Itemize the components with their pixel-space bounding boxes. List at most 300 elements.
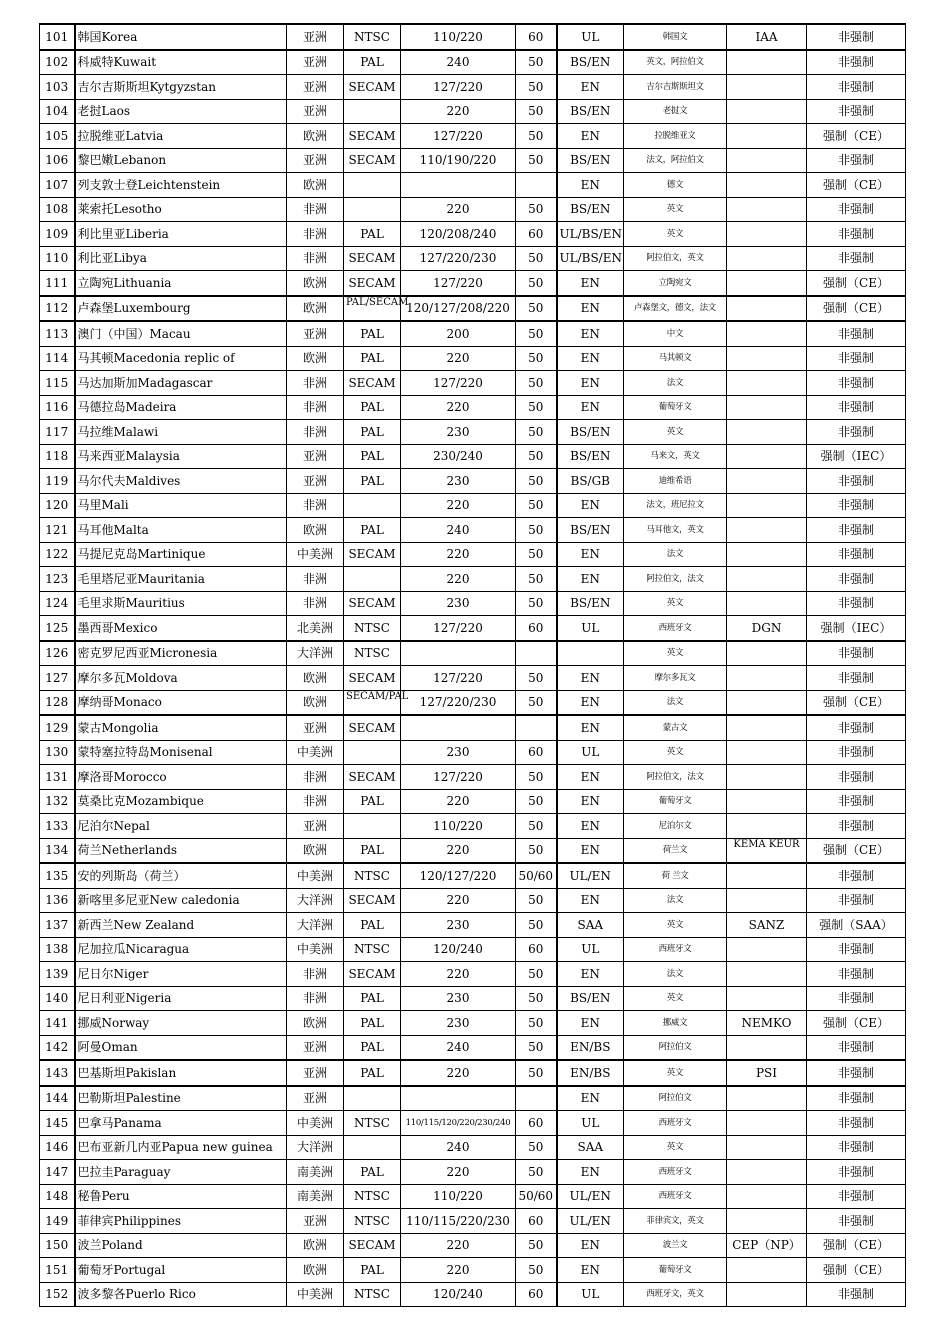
- voltage-cell: 120/240: [401, 937, 516, 962]
- table-row: [40, 222, 906, 247]
- table-row: [40, 444, 906, 469]
- voltage-cell: 127/220: [401, 616, 516, 641]
- country-name-cell: 拉脱维亚Latvia: [75, 124, 287, 149]
- tv-system-cell: PAL: [344, 50, 401, 75]
- table-row: [40, 321, 906, 346]
- table-row: [40, 888, 906, 913]
- table-row: [40, 690, 906, 715]
- row-number-cell: 120: [40, 493, 75, 518]
- row-number-cell: 135: [40, 863, 75, 888]
- language-cell: 西班牙文: [624, 1111, 727, 1136]
- frequency-cell: 50: [516, 542, 557, 567]
- country-name-cell: 马里Mali: [75, 493, 287, 518]
- country-name-cell: 阿曼Oman: [75, 1035, 287, 1060]
- voltage-cell: 120/127/220: [401, 863, 516, 888]
- certification-cell: [727, 715, 807, 740]
- mandatory-status-cell: 非强制: [807, 1184, 906, 1209]
- row-number-cell: 105: [40, 124, 75, 149]
- plug-standard-cell: UL/EN: [557, 863, 624, 888]
- voltage-cell: 127/220: [401, 765, 516, 790]
- frequency-cell: 60: [516, 1111, 557, 1136]
- plug-standard-cell: EN: [557, 567, 624, 592]
- region-cell: 亚洲: [287, 148, 344, 173]
- certification-cell: [727, 765, 807, 790]
- tv-system-cell: [344, 99, 401, 124]
- certification-cell: [727, 1209, 807, 1234]
- plug-standard-cell: EN: [557, 1160, 624, 1185]
- certification-cell: [727, 197, 807, 222]
- row-number-cell: 116: [40, 395, 75, 420]
- mandatory-status-cell: 非强制: [807, 789, 906, 814]
- region-cell: 大洋洲: [287, 1135, 344, 1160]
- language-cell: 葡萄牙文: [624, 789, 727, 814]
- voltage-cell: 220: [401, 99, 516, 124]
- country-name-cell: 毛里塔尼亚Mauritania: [75, 567, 287, 592]
- row-number-cell: 106: [40, 148, 75, 173]
- voltage-cell: 110/220: [401, 1184, 516, 1209]
- voltage-cell: 220: [401, 567, 516, 592]
- region-cell: 中美洲: [287, 1282, 344, 1307]
- row-number-cell: 130: [40, 740, 75, 765]
- row-number-cell: 125: [40, 616, 75, 641]
- certification-cell: IAA: [727, 24, 807, 50]
- row-number-cell: 109: [40, 222, 75, 247]
- voltage-cell: 110/115/120/220/230/240: [401, 1111, 516, 1136]
- mandatory-status-cell: 非强制: [807, 814, 906, 839]
- frequency-cell: 50: [516, 346, 557, 371]
- voltage-cell: 230: [401, 913, 516, 938]
- language-cell: 葡萄牙文: [624, 395, 727, 420]
- tv-system-cell: SECAM: [344, 271, 401, 296]
- table-row: [40, 962, 906, 987]
- region-cell: 大洋洲: [287, 913, 344, 938]
- row-number-cell: 129: [40, 715, 75, 740]
- tv-system-cell: SECAM: [344, 124, 401, 149]
- frequency-cell: 60: [516, 24, 557, 50]
- frequency-cell: 60: [516, 937, 557, 962]
- language-cell: 韩国文: [624, 24, 727, 50]
- table-row: [40, 740, 906, 765]
- language-cell: 法文: [624, 371, 727, 396]
- plug-standard-cell: BS/EN: [557, 420, 624, 445]
- country-name-cell: 巴勒斯坦Palestine: [75, 1086, 287, 1111]
- language-cell: 蒙古文: [624, 715, 727, 740]
- table-row: [40, 271, 906, 296]
- language-cell: 波兰文: [624, 1233, 727, 1258]
- row-number-cell: 136: [40, 888, 75, 913]
- region-cell: 亚洲: [287, 50, 344, 75]
- voltage-cell: 220: [401, 346, 516, 371]
- region-cell: 欧洲: [287, 124, 344, 149]
- region-cell: 亚洲: [287, 24, 344, 50]
- language-cell: 摩尔多瓦文: [624, 666, 727, 691]
- country-name-cell: 马德拉岛Madeira: [75, 395, 287, 420]
- region-cell: 欧洲: [287, 518, 344, 543]
- country-name-cell: 葡萄牙Portugal: [75, 1258, 287, 1283]
- certification-cell: [727, 271, 807, 296]
- mandatory-status-cell: 非强制: [807, 937, 906, 962]
- certification-cell: [727, 518, 807, 543]
- country-name-cell: 老挝Laos: [75, 99, 287, 124]
- voltage-cell: 220: [401, 1233, 516, 1258]
- tv-system-cell: [344, 1086, 401, 1111]
- tv-system-cell: PAL/SECAM: [344, 296, 401, 322]
- row-number-cell: 134: [40, 838, 75, 863]
- mandatory-status-cell: 非强制: [807, 542, 906, 567]
- certification-cell: [727, 863, 807, 888]
- language-cell: 吉尔吉斯斯坦文: [624, 75, 727, 100]
- plug-standard-cell: EN: [557, 690, 624, 715]
- tv-system-cell: [344, 197, 401, 222]
- region-cell: 南美洲: [287, 1184, 344, 1209]
- mandatory-status-cell: 非强制: [807, 740, 906, 765]
- voltage-cell: 127/220: [401, 75, 516, 100]
- mandatory-status-cell: 非强制: [807, 99, 906, 124]
- row-number-cell: 101: [40, 24, 75, 50]
- language-cell: 阿拉伯文，法文: [624, 765, 727, 790]
- frequency-cell: 50: [516, 986, 557, 1011]
- region-cell: 亚洲: [287, 1060, 344, 1086]
- region-cell: 非洲: [287, 222, 344, 247]
- language-cell: 英文: [624, 1060, 727, 1086]
- language-cell: 马耳他文，英文: [624, 518, 727, 543]
- mandatory-status-cell: 非强制: [807, 715, 906, 740]
- plug-standard-cell: BS/EN: [557, 986, 624, 1011]
- table-row: [40, 346, 906, 371]
- country-name-cell: 马尔代夫Maldives: [75, 469, 287, 494]
- mandatory-status-cell: 非强制: [807, 591, 906, 616]
- plug-standard-cell: EN: [557, 371, 624, 396]
- frequency-cell: 50: [516, 518, 557, 543]
- voltage-cell: 230: [401, 420, 516, 445]
- certification-cell: [727, 962, 807, 987]
- region-cell: 中美洲: [287, 937, 344, 962]
- region-cell: 非洲: [287, 567, 344, 592]
- mandatory-status-cell: 非强制: [807, 518, 906, 543]
- voltage-cell: 110/220: [401, 814, 516, 839]
- row-number-cell: 107: [40, 173, 75, 198]
- voltage-cell: 127/220: [401, 371, 516, 396]
- mandatory-status-cell: 非强制: [807, 666, 906, 691]
- language-cell: 西班牙文: [624, 937, 727, 962]
- certification-cell: [727, 1135, 807, 1160]
- region-cell: 欧洲: [287, 296, 344, 322]
- plug-standard-cell: EN: [557, 1258, 624, 1283]
- tv-system-cell: SECAM: [344, 715, 401, 740]
- language-cell: 西班牙文: [624, 616, 727, 641]
- mandatory-status-cell: 非强制: [807, 1160, 906, 1185]
- language-cell: 英文: [624, 641, 727, 666]
- frequency-cell: 50/60: [516, 863, 557, 888]
- row-number-cell: 118: [40, 444, 75, 469]
- language-cell: 葡萄牙文: [624, 1258, 727, 1283]
- frequency-cell: 50: [516, 99, 557, 124]
- mandatory-status-cell: 非强制: [807, 641, 906, 666]
- voltage-cell: 230: [401, 1011, 516, 1036]
- tv-system-cell: NTSC: [344, 863, 401, 888]
- table-row: [40, 371, 906, 396]
- table-row: [40, 838, 906, 863]
- plug-standard-cell: EN: [557, 493, 624, 518]
- frequency-cell: 50: [516, 1060, 557, 1086]
- frequency-cell: 50: [516, 789, 557, 814]
- table-row: [40, 616, 906, 641]
- language-cell: 阿拉伯文: [624, 1086, 727, 1111]
- row-number-cell: 141: [40, 1011, 75, 1036]
- voltage-cell: 120/240: [401, 1282, 516, 1307]
- voltage-cell: 110/220: [401, 24, 516, 50]
- region-cell: 欧洲: [287, 1258, 344, 1283]
- voltage-cell: 220: [401, 789, 516, 814]
- country-name-cell: 澳门（中国）Macau: [75, 321, 287, 346]
- region-cell: 非洲: [287, 246, 344, 271]
- plug-standard-cell: UL: [557, 616, 624, 641]
- row-number-cell: 142: [40, 1035, 75, 1060]
- language-cell: 英文: [624, 986, 727, 1011]
- row-number-cell: 126: [40, 641, 75, 666]
- country-name-cell: 尼泊尔Nepal: [75, 814, 287, 839]
- voltage-cell: [401, 173, 516, 198]
- plug-standard-cell: EN: [557, 666, 624, 691]
- region-cell: 非洲: [287, 420, 344, 445]
- voltage-cell: 200: [401, 321, 516, 346]
- region-cell: 非洲: [287, 962, 344, 987]
- certification-cell: [727, 641, 807, 666]
- row-number-cell: 133: [40, 814, 75, 839]
- mandatory-status-cell: 非强制: [807, 246, 906, 271]
- country-name-cell: 尼日利亚Nigeria: [75, 986, 287, 1011]
- table-row: [40, 1111, 906, 1136]
- language-cell: 法文: [624, 542, 727, 567]
- region-cell: 亚洲: [287, 715, 344, 740]
- frequency-cell: 50: [516, 838, 557, 863]
- frequency-cell: 50: [516, 444, 557, 469]
- plug-standard-cell: EN: [557, 296, 624, 322]
- tv-system-cell: SECAM: [344, 888, 401, 913]
- frequency-cell: 50: [516, 296, 557, 322]
- frequency-cell: 50: [516, 1035, 557, 1060]
- frequency-cell: 60: [516, 616, 557, 641]
- region-cell: 亚洲: [287, 99, 344, 124]
- voltage-cell: 127/220/230: [401, 690, 516, 715]
- language-cell: 挪威文: [624, 1011, 727, 1036]
- tv-system-cell: PAL: [344, 789, 401, 814]
- language-cell: 阿拉伯文，法文: [624, 567, 727, 592]
- voltage-cell: 120/208/240: [401, 222, 516, 247]
- frequency-cell: 50: [516, 913, 557, 938]
- frequency-cell: 50: [516, 395, 557, 420]
- language-cell: 荷 兰文: [624, 863, 727, 888]
- certification-cell: [727, 222, 807, 247]
- table-row: [40, 641, 906, 666]
- mandatory-status-cell: 非强制: [807, 567, 906, 592]
- language-cell: 老挝文: [624, 99, 727, 124]
- region-cell: 中美洲: [287, 1111, 344, 1136]
- mandatory-status-cell: 强制（CE）: [807, 838, 906, 863]
- table-row: [40, 1086, 906, 1111]
- country-name-cell: 利比里亚Liberia: [75, 222, 287, 247]
- frequency-cell: 60: [516, 222, 557, 247]
- country-name-cell: 莫桑比克Mozambique: [75, 789, 287, 814]
- language-cell: 阿拉伯文: [624, 1035, 727, 1060]
- row-number-cell: 115: [40, 371, 75, 396]
- frequency-cell: 50: [516, 75, 557, 100]
- country-name-cell: 波兰Poland: [75, 1233, 287, 1258]
- mandatory-status-cell: 非强制: [807, 75, 906, 100]
- plug-standard-cell: BS/EN: [557, 444, 624, 469]
- row-number-cell: 140: [40, 986, 75, 1011]
- table-row: [40, 148, 906, 173]
- row-number-cell: 102: [40, 50, 75, 75]
- voltage-cell: 220: [401, 962, 516, 987]
- tv-system-cell: PAL: [344, 1011, 401, 1036]
- row-number-cell: 112: [40, 296, 75, 322]
- certification-cell: [727, 1086, 807, 1111]
- row-number-cell: 132: [40, 789, 75, 814]
- voltage-cell: 220: [401, 1160, 516, 1185]
- language-cell: 英文，阿拉伯文: [624, 50, 727, 75]
- plug-standard-cell: BS/EN: [557, 197, 624, 222]
- row-number-cell: 148: [40, 1184, 75, 1209]
- country-name-cell: 莱索托Lesotho: [75, 197, 287, 222]
- table-row: [40, 296, 906, 322]
- certification-cell: [727, 789, 807, 814]
- country-name-cell: 蒙特塞拉特岛Monisenal: [75, 740, 287, 765]
- certification-cell: DGN: [727, 616, 807, 641]
- plug-standard-cell: UL: [557, 24, 624, 50]
- country-name-cell: 马耳他Malta: [75, 518, 287, 543]
- region-cell: 非洲: [287, 371, 344, 396]
- row-number-cell: 137: [40, 913, 75, 938]
- frequency-cell: 50: [516, 371, 557, 396]
- frequency-cell: 50: [516, 962, 557, 987]
- table-row: [40, 1282, 906, 1307]
- frequency-cell: 60: [516, 740, 557, 765]
- tv-system-cell: SECAM: [344, 1233, 401, 1258]
- tv-system-cell: SECAM: [344, 75, 401, 100]
- frequency-cell: 50: [516, 690, 557, 715]
- frequency-cell: 50: [516, 493, 557, 518]
- plug-standard-cell: EN: [557, 1086, 624, 1111]
- table-row: [40, 493, 906, 518]
- mandatory-status-cell: 非强制: [807, 24, 906, 50]
- region-cell: 中美洲: [287, 863, 344, 888]
- row-number-cell: 119: [40, 469, 75, 494]
- table-row: [40, 518, 906, 543]
- plug-standard-cell: BS/EN: [557, 148, 624, 173]
- table-row: [40, 1135, 906, 1160]
- country-name-cell: 立陶宛Lithuania: [75, 271, 287, 296]
- tv-system-cell: SECAM: [344, 765, 401, 790]
- country-name-cell: 尼加拉瓜Nicaragua: [75, 937, 287, 962]
- language-cell: 法文: [624, 962, 727, 987]
- table-row: [40, 24, 906, 50]
- frequency-cell: 50: [516, 271, 557, 296]
- certification-cell: [727, 99, 807, 124]
- tv-system-cell: PAL: [344, 1160, 401, 1185]
- voltage-cell: 110/115/220/230: [401, 1209, 516, 1234]
- voltage-cell: 240: [401, 1135, 516, 1160]
- certification-cell: [727, 1258, 807, 1283]
- plug-standard-cell: EN: [557, 962, 624, 987]
- mandatory-status-cell: 强制（CE）: [807, 271, 906, 296]
- country-name-cell: 摩洛哥Morocco: [75, 765, 287, 790]
- tv-system-cell: NTSC: [344, 641, 401, 666]
- tv-system-cell: PAL: [344, 913, 401, 938]
- plug-standard-cell: UL/BS/EN: [557, 222, 624, 247]
- country-name-cell: 尼日尔Niger: [75, 962, 287, 987]
- voltage-cell: [401, 641, 516, 666]
- frequency-cell: 50: [516, 469, 557, 494]
- plug-standard-cell: SAA: [557, 1135, 624, 1160]
- voltage-cell: 220: [401, 838, 516, 863]
- certification-cell: [727, 246, 807, 271]
- table-row: [40, 50, 906, 75]
- plug-standard-cell: EN/BS: [557, 1035, 624, 1060]
- voltage-cell: 120/127/208/220: [401, 296, 516, 322]
- language-cell: 英文: [624, 222, 727, 247]
- mandatory-status-cell: 非强制: [807, 1135, 906, 1160]
- language-cell: 西班牙文: [624, 1160, 727, 1185]
- frequency-cell: 50: [516, 148, 557, 173]
- certification-cell: [727, 567, 807, 592]
- country-name-cell: 荷兰Netherlands: [75, 838, 287, 863]
- voltage-cell: 220: [401, 888, 516, 913]
- country-name-cell: 马其顿Macedonia replic of: [75, 346, 287, 371]
- certification-cell: [727, 75, 807, 100]
- frequency-cell: 50: [516, 420, 557, 445]
- language-cell: 英文: [624, 740, 727, 765]
- region-cell: 中美洲: [287, 542, 344, 567]
- frequency-cell: [516, 1086, 557, 1111]
- voltage-cell: 220: [401, 197, 516, 222]
- language-cell: 迪维希语: [624, 469, 727, 494]
- certification-cell: [727, 493, 807, 518]
- frequency-cell: 60: [516, 1282, 557, 1307]
- certification-cell: [727, 444, 807, 469]
- language-cell: 法文，班尼拉文: [624, 493, 727, 518]
- voltage-cell: 240: [401, 50, 516, 75]
- tv-system-cell: SECAM: [344, 542, 401, 567]
- language-cell: 英文: [624, 591, 727, 616]
- mandatory-status-cell: 非强制: [807, 50, 906, 75]
- voltage-cell: 110/190/220: [401, 148, 516, 173]
- tv-system-cell: NTSC: [344, 24, 401, 50]
- row-number-cell: 128: [40, 690, 75, 715]
- certification-cell: [727, 591, 807, 616]
- voltage-cell: 127/220: [401, 666, 516, 691]
- table-body: [40, 24, 906, 1307]
- region-cell: 欧洲: [287, 271, 344, 296]
- frequency-cell: 50: [516, 814, 557, 839]
- voltage-cell: 127/220/230: [401, 246, 516, 271]
- mandatory-status-cell: 非强制: [807, 395, 906, 420]
- tv-system-cell: SECAM: [344, 246, 401, 271]
- plug-standard-cell: EN: [557, 838, 624, 863]
- country-name-cell: 黎巴嫩Lebanon: [75, 148, 287, 173]
- table-row: [40, 197, 906, 222]
- voltage-cell: 230: [401, 986, 516, 1011]
- certification-cell: [727, 740, 807, 765]
- plug-standard-cell: EN: [557, 765, 624, 790]
- table-row: [40, 789, 906, 814]
- region-cell: 非洲: [287, 395, 344, 420]
- certification-cell: NEMKO: [727, 1011, 807, 1036]
- certification-cell: [727, 469, 807, 494]
- language-cell: 英文: [624, 1135, 727, 1160]
- certification-cell: [727, 666, 807, 691]
- country-name-cell: 毛里求斯Mauritius: [75, 591, 287, 616]
